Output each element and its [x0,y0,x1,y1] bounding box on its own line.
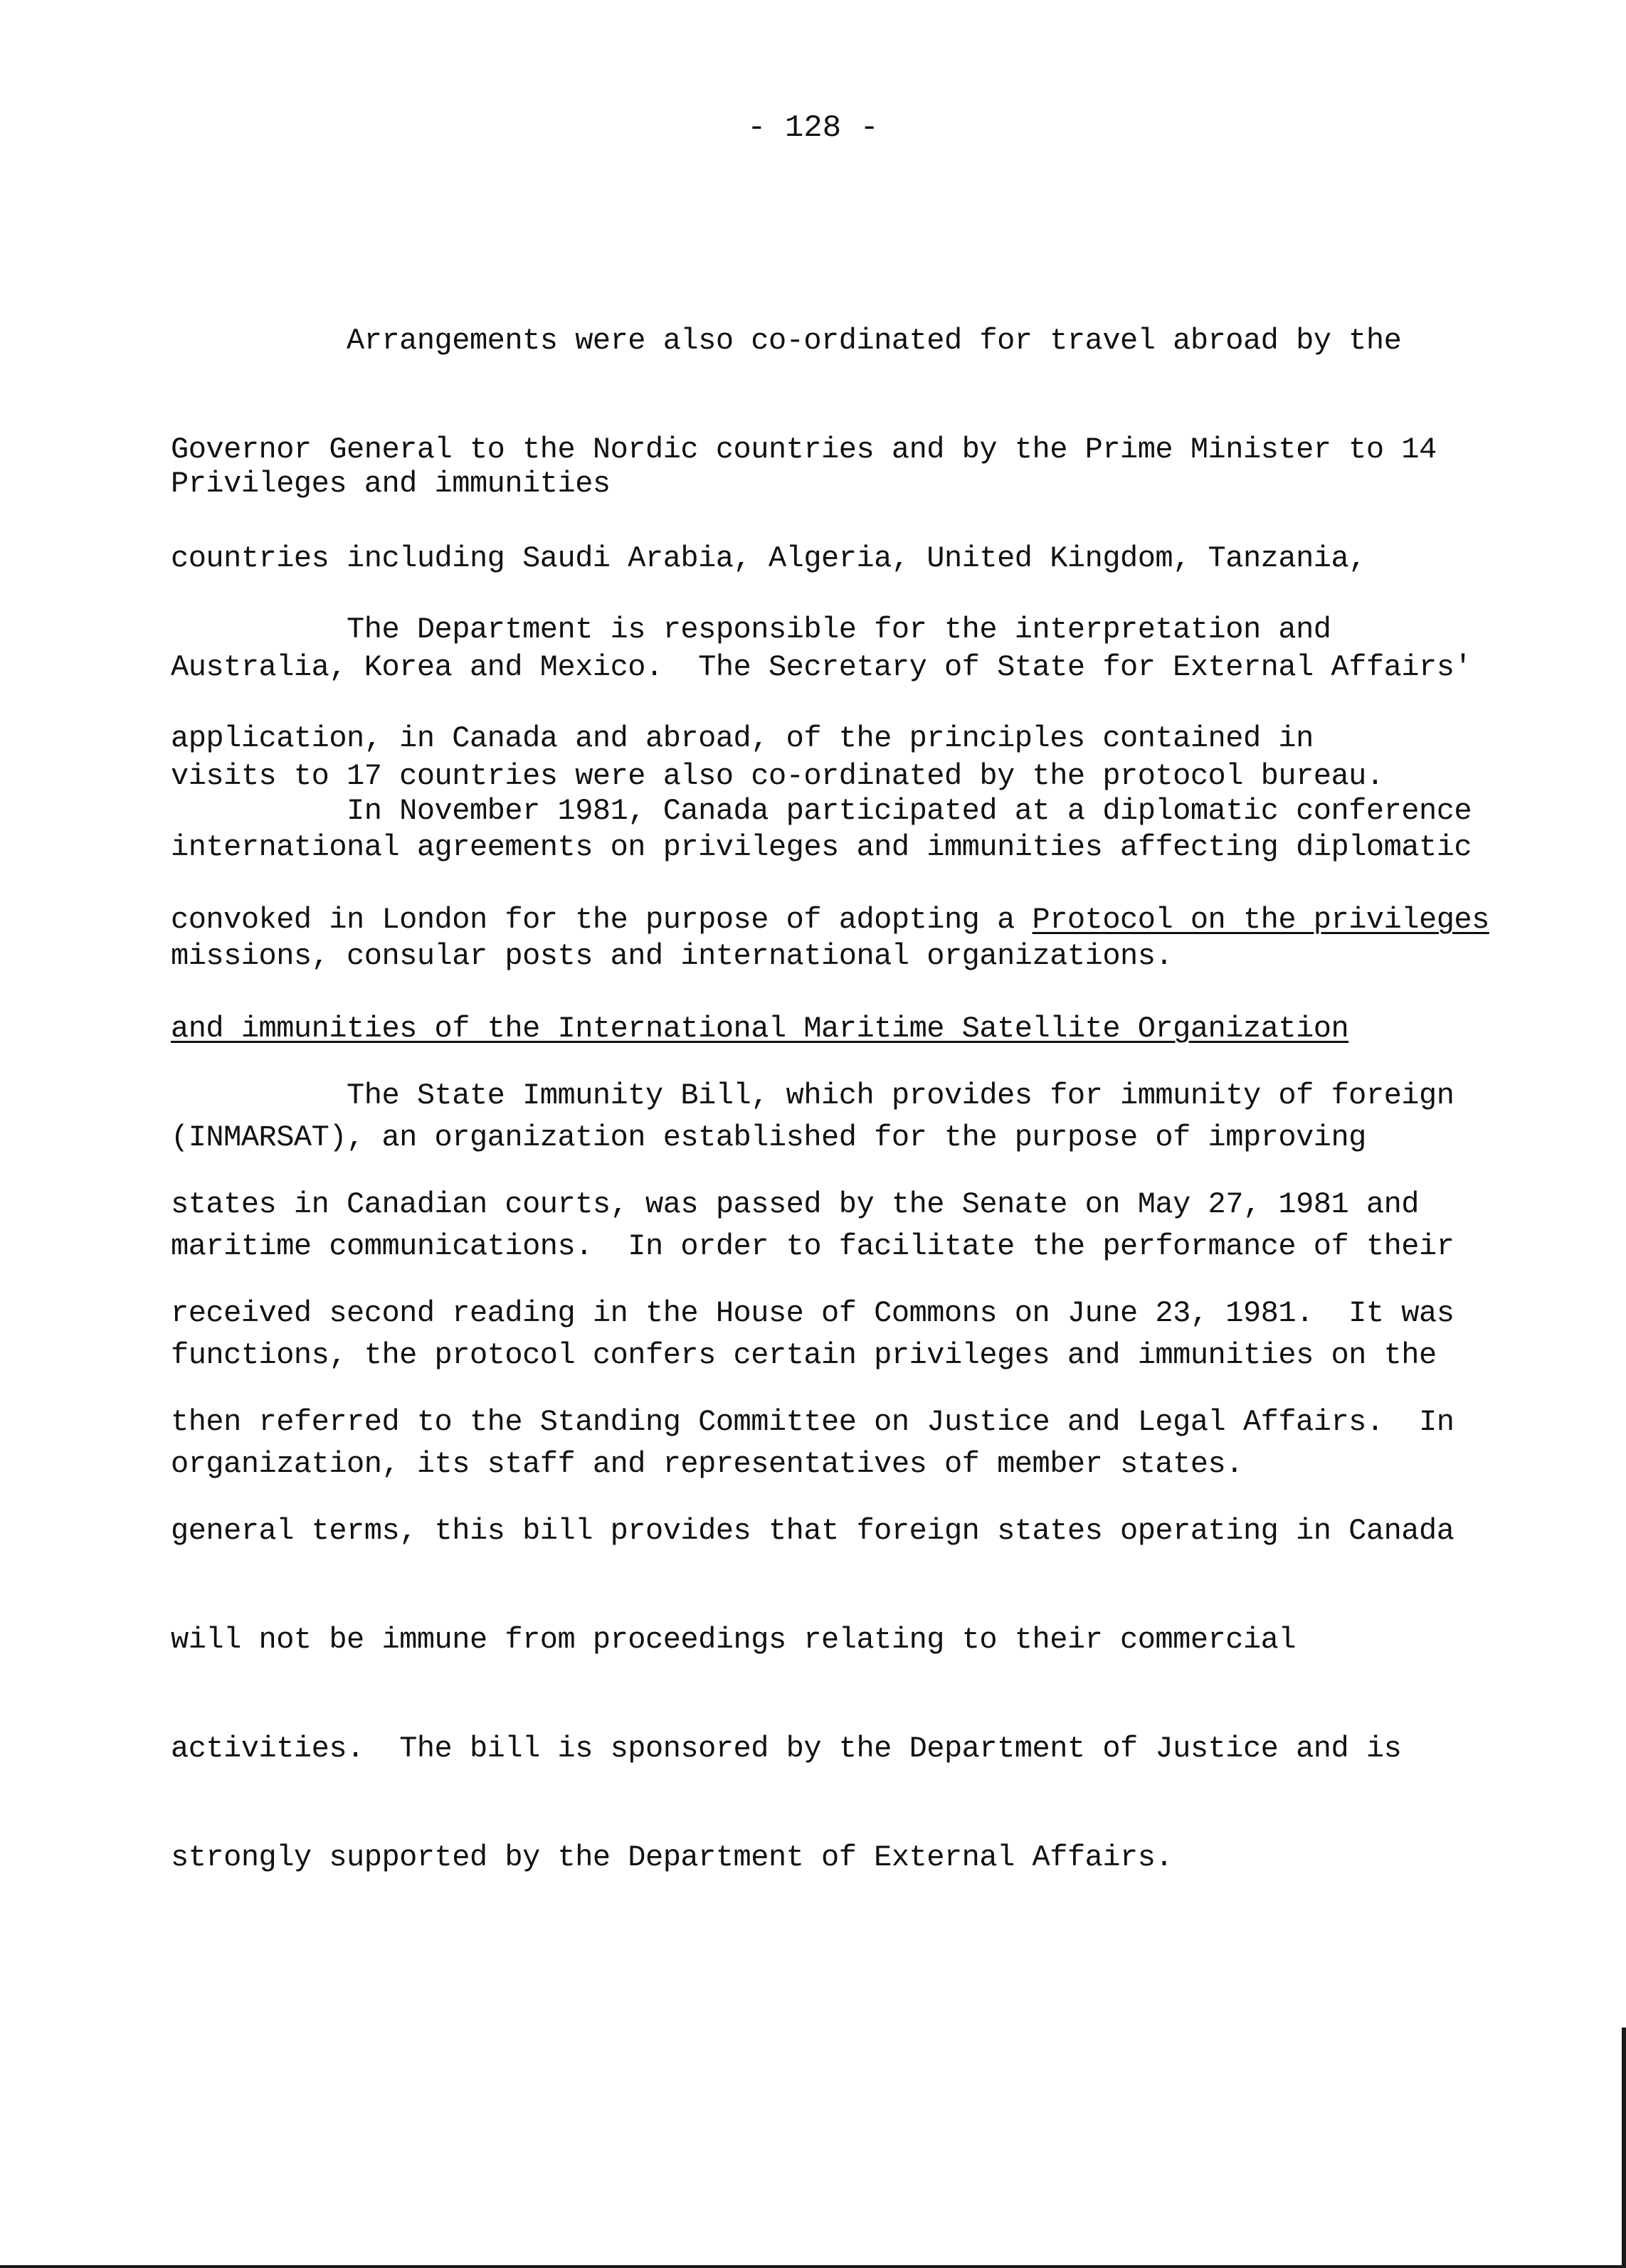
paragraph-line: countries including Saudi Arabia, Algeria, United Kingdom, Tanzania, [171,541,1366,576]
paragraph-line: organization, its staff and representatives of member states. [171,1447,1243,1481]
paragraph-line: activities. The bill is sponsored by the Department of Justice and is [171,1732,1402,1766]
scan-edge-right [1622,2028,1626,2268]
paragraph-line: then referred to the Standing Committee on Justice and Legal Affairs. In [171,1405,1455,1439]
scan-edge-bottom [0,2265,1626,2268]
section-heading: Privileges and immunities [171,467,611,501]
paragraph-line: In November 1981, Canada participated at a diplomatic conference [171,794,1472,828]
paragraph-line: (INMARSAT), an organization established for the purpose of improving [171,1120,1366,1155]
paragraph-line: missions, consular posts and international organizations. [171,939,1173,973]
paragraph-state-immunity-bill [171,1005,1523,1949]
paragraph-line: Arrangements were also co-ordinated for travel abroad by the [171,324,1402,358]
paragraph-line: maritime communications. In order to facilitate the performance of their [171,1229,1455,1263]
paragraph-line: general terms, this bill provides that foreign states operating in Canada [171,1514,1455,1548]
paragraph-line: strongly supported by the Department of External Affairs. [171,1840,1173,1875]
page-number: - 128 - [747,110,879,146]
paragraph-line: Governor General to the Nordic countries and by the Prime Minister to 14 [171,433,1437,467]
paragraph-line: international agreements on privileges and immunities affecting diplomatic [171,830,1472,864]
paragraph-line: application, in Canada and abroad, of the principles contained in [171,721,1314,756]
paragraph-line: The Department is responsible for the interpretation and [171,613,1331,647]
paragraph-line: The State Immunity Bill, which provides for immunity of foreign [171,1079,1455,1113]
paragraph-line: functions, the protocol confers certain privileges and immunities on the [171,1338,1437,1372]
paragraph-line: received second reading in the House of Commons on June 23, 1981. It was [171,1296,1455,1330]
paragraph-text: convoked in London for the purpose of adopting a [171,903,1033,937]
protocol-title-underlined: and immunities of the International Maritime Satellite Organization [171,1012,1349,1046]
paragraph-line: states in Canadian courts, was passed by the Senate on May 27, 1981 and [171,1187,1419,1222]
paragraph-line: will not be immune from proceedings relating to their commercial [171,1623,1297,1657]
paragraph-line: Australia, Korea and Mexico. The Secretary of State for External Affairs' [171,650,1472,684]
paragraph-line [171,902,1523,938]
protocol-title-underlined: Protocol on the privileges [1032,903,1489,937]
paragraph-line: visits to 17 countries were also co-ordinated by the protocol bureau. [171,759,1384,793]
